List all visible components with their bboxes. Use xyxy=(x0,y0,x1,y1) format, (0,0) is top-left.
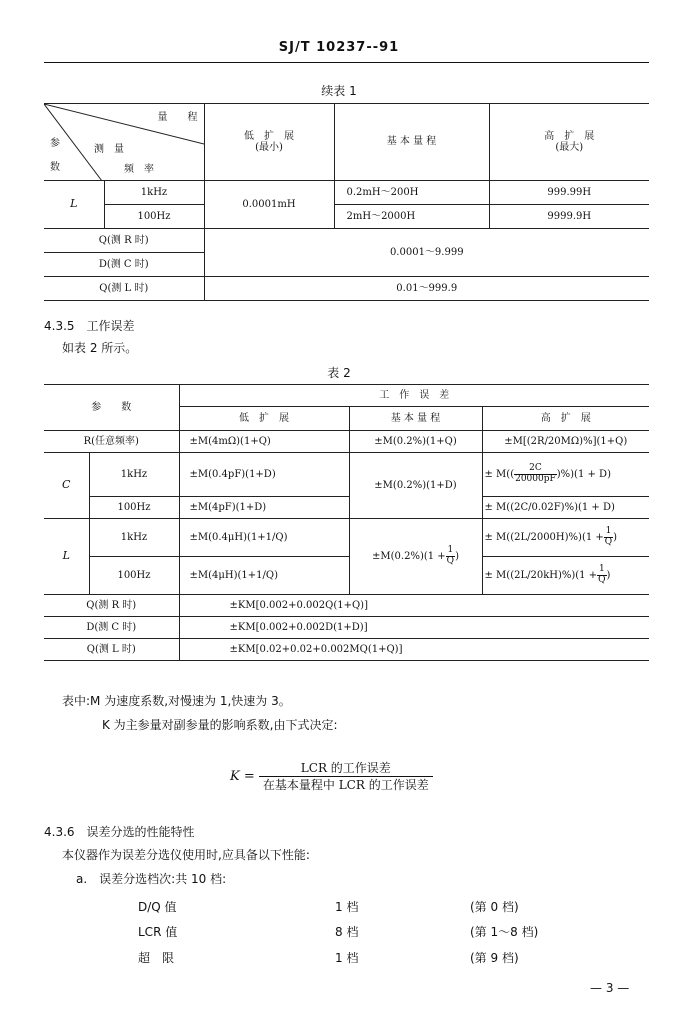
col-low-ext-header: 低 扩 展 (最小) xyxy=(204,104,334,181)
bin-name-dq: D/Q 值 xyxy=(138,900,177,914)
L-100hz-basic: 2mH～2000H xyxy=(334,205,489,229)
L-1khz-low: ±M(0.4μH)(1+1/Q) xyxy=(179,519,349,557)
L-basic: ±M(0.2%)(1 + $\frac{1}{Q}$ ) xyxy=(349,519,482,595)
item-a: a. 误差分选档次:共 10 档: xyxy=(76,872,227,886)
work-error-header: 工 作 误 差 xyxy=(179,385,649,407)
Q-measure-R-label: Q(测 R 时) xyxy=(44,229,204,253)
C-freq-1khz: 1kHz xyxy=(89,453,179,497)
Q-measure-L-row: Q(测 L 时) xyxy=(44,639,179,661)
bin-note-lcr: (第 1～8 档) xyxy=(470,925,539,939)
bin-count-dq: 1 档 xyxy=(335,900,359,914)
R-label: R(任意频率) xyxy=(44,431,179,453)
L-label: L xyxy=(44,519,89,595)
corner-range-label: 量 程 xyxy=(157,112,198,123)
section-4-3-6-intro: 本仪器作为误差分选仪使用时,应具备以下性能: xyxy=(62,848,310,862)
col-high-ext: 高 扩 展 xyxy=(482,407,649,431)
L-100hz-low: ±M(4μH)(1+1/Q) xyxy=(179,557,349,595)
L-100hz-high: 9999.9H xyxy=(489,205,649,229)
L-1khz-high: ± M((2L/2000H)%)(1 + $\frac{1}{Q}$ ) xyxy=(482,519,649,557)
corner-freq-label: 频 率 xyxy=(124,164,154,175)
standard-code: SJ/T 10237--91 xyxy=(278,40,400,55)
QD-range-value: 0.0001～9.999 xyxy=(204,229,649,277)
L-1khz-high: 999.99H xyxy=(489,181,649,205)
col-basic: 基 本 量 程 xyxy=(349,407,482,431)
note-M-coefficient: 表中:M 为速度系数,对慢速为 1,快速为 3。 xyxy=(62,694,291,708)
R-high: ±M[(2R/20MΩ)%](1+Q) xyxy=(482,431,649,453)
bin-name-over: 超 限 xyxy=(138,951,175,965)
freq-1khz: 1kHz xyxy=(104,181,204,205)
corner-param-label-2: 数 xyxy=(50,162,60,173)
D-measure-C-error: ±KM[0.002+0.002D(1+D)] xyxy=(179,617,649,639)
col-low-ext: 低 扩 展 xyxy=(179,407,349,431)
Q-measure-R-row: Q(测 R 时) xyxy=(44,595,179,617)
formula-numerator: LCR 的工作误差 xyxy=(259,760,433,777)
col-high-ext-header: 高 扩 展 (最大) xyxy=(489,104,649,181)
bin-count-over: 1 档 xyxy=(335,951,359,965)
param-header: 参 数 xyxy=(44,385,179,431)
C-1khz-high: ± M(( $\frac{2C}{20000pF}$ )%)(1 + D) xyxy=(482,453,649,497)
table-2 xyxy=(44,384,649,661)
note-K-coefficient: K 为主参量对副参量的影响系数,由下式决定: xyxy=(102,718,338,732)
bin-note-over: (第 9 档) xyxy=(470,951,519,965)
D-measure-C-label: D(测 C 时) xyxy=(44,253,204,277)
corner-measure-label: 测 量 xyxy=(94,144,124,155)
bin-count-lcr: 8 档 xyxy=(335,925,359,939)
formula-denominator: 在基本量程中 LCR 的工作误差 xyxy=(262,778,429,793)
L-freq-1khz: 1kHz xyxy=(89,519,179,557)
page-number: — 3 — xyxy=(590,981,630,995)
C-freq-100hz: 100Hz xyxy=(89,497,179,519)
C-100hz-low: ±M(4pF)(1+D) xyxy=(179,497,349,519)
section-4-3-5-title: 4.3.5 工作误差 xyxy=(44,319,135,333)
table-1 xyxy=(44,103,649,301)
table1-caption: 续表 1 xyxy=(321,84,357,98)
L-low-ext-value: 0.0001mH xyxy=(204,181,334,229)
section-4-3-5-intro: 如表 2 所示。 xyxy=(62,341,138,355)
L-row-label: L xyxy=(44,181,104,229)
Q-measure-L-value: 0.01～999.9 xyxy=(204,277,649,301)
bin-note-dq: (第 0 档) xyxy=(470,900,519,914)
C-1khz-low: ±M(0.4pF)(1+D) xyxy=(179,453,349,497)
D-measure-C-row: D(测 C 时) xyxy=(44,617,179,639)
table2-caption: 表 2 xyxy=(327,366,351,380)
Q-measure-R-error: ±KM[0.002+0.002Q(1+Q)] xyxy=(179,595,649,617)
col-basic-header: 基 本 量 程 xyxy=(334,104,489,181)
C-label: C xyxy=(44,453,89,519)
bin-name-lcr: LCR 值 xyxy=(138,925,178,939)
corner-param-label-1: 参 xyxy=(50,138,60,149)
section-4-3-6-title: 4.3.6 误差分选的性能特性 xyxy=(44,825,195,839)
header-rule xyxy=(44,62,649,63)
L-100hz-high: ± M((2L/20kH)%)(1 + $\frac{1}{Q}$ ) xyxy=(482,557,649,595)
Q-measure-L-label: Q(测 L 时) xyxy=(44,277,204,301)
R-low: ±M(4mΩ)(1+Q) xyxy=(179,431,349,453)
L-1khz-basic: 0.2mH～200H xyxy=(334,181,489,205)
C-basic: ±M(0.2%)(1+D) xyxy=(349,453,482,519)
freq-100hz: 100Hz xyxy=(104,205,204,229)
R-basic: ±M(0.2%)(1+Q) xyxy=(349,431,482,453)
Q-measure-L-error: ±KM[0.02+0.02+0.002MQ(1+Q)] xyxy=(179,639,649,661)
C-100hz-high: ± M((2C/0.02F)%)(1 + D) xyxy=(482,497,649,519)
L-freq-100hz: 100Hz xyxy=(89,557,179,595)
K-formula: K = LCR 的工作误差 在基本量程中 LCR 的工作误差 xyxy=(230,760,433,793)
corner-header xyxy=(44,104,204,181)
